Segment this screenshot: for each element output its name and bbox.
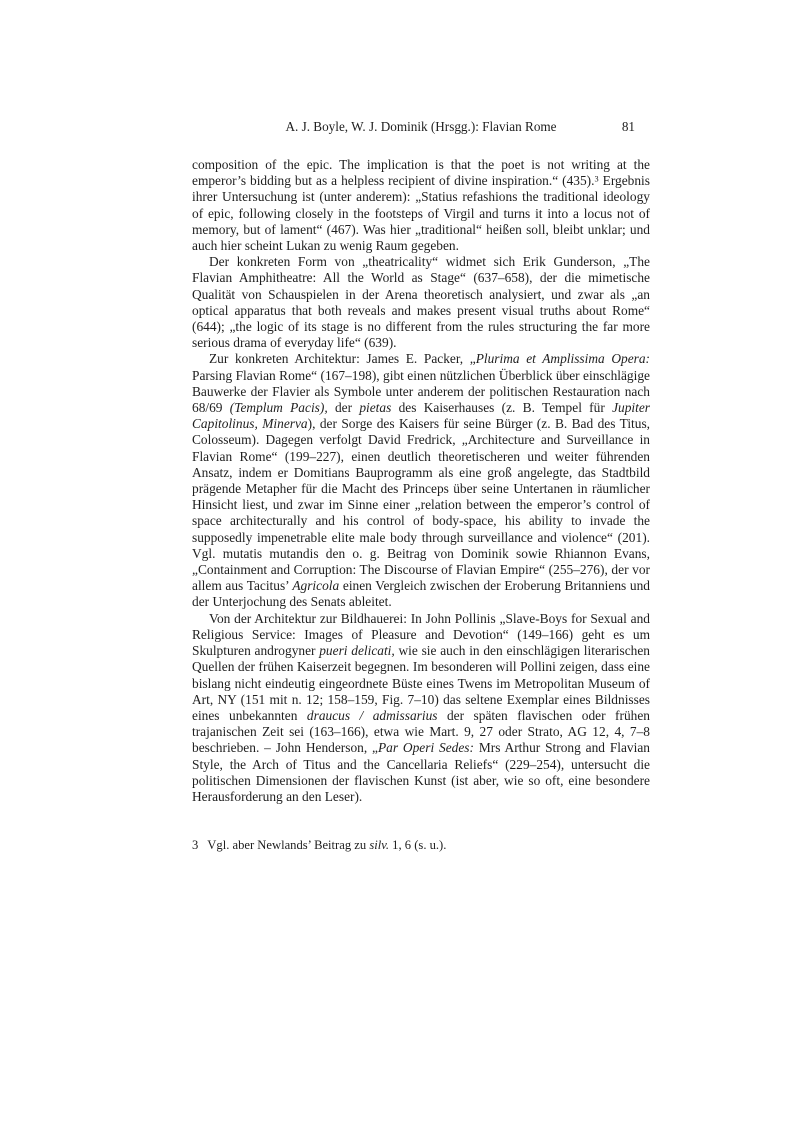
text-run: Vgl. aber Newlands’ Beitrag zu: [207, 838, 370, 852]
footnote-number: 3: [192, 838, 199, 852]
text-run: ), der Sorge des Kaisers für seine Bürger (z. B. Bad des Titus, Colosseum). Dagegen verfolgt David Fredrick, „Architecture and Surveillance in Flavian Rome“ (199–227), einen deutlich theoretischeren und weiter führenden Ansatz, indem er Domitians Bauprogramm als eine groß angelegte, das Stadtbild prägende Metapher für die Macht des Princeps über seine Untertanen in räumlicher Hinsicht liest, und zwar im Sinne einer „relation between the emperor’s control of space architecturally and his control of body-space, his ability to invade the supposedly impenetrable elite male body through surveillance and violence“ (201). Vgl. mutatis mutandis den o. g. Beitrag von Dominik sowie Rhiannon Evans, „Containment and Corruption: The Discourse of Flavian Empire“ (255–276), der vor allem aus Tacitus’: [192, 416, 651, 594]
footnote: [192, 838, 650, 854]
text-run: wie sie auch in den einschlägigen literarischen Quellen der frühen Kaiserzeit begegnen. Im besonderen will Pollini zeigen, dass eine bislang nicht eindeutig eingeordnete Büste eines Twens im Metropolitan Museum of Art, NY (151 mit n. 12; 158–159, Fig. 7–10) das seltene Exemplar eines Bildnisses eines unbekannten: [192, 643, 650, 723]
body-text: [192, 157, 650, 805]
text-run: des Kaiserhauses (z. B. Tempel für: [391, 400, 613, 416]
page-header: [192, 119, 650, 135]
text-run: der: [327, 400, 360, 416]
text-run: Parsing Flavian Rome“ (167–198), gibt einen nützlichen Überblick über einschlägige Bauwerke der Flavier als Symbole unter anderem der politischen Restauration nach 68/69: [192, 367, 650, 416]
text-run: composition of the epic. The implication is that the poet is not writing at the emperor’s bidding but as a helpless recipient of divine inspiration.“ (435).: [192, 157, 650, 189]
paragraph: [192, 254, 650, 351]
text-run: Plurima et Amplissima Opera:: [475, 351, 650, 367]
running-title: A. J. Boyle, W. J. Dominik (Hrsgg.): Flavian Rome: [285, 119, 557, 134]
text-run: Par Operi Sedes:: [378, 740, 474, 756]
text-run: Zur konkreten Architektur: James E. Packer, „: [209, 351, 476, 367]
text-run: pueri delicati,: [319, 643, 395, 659]
text-run: draucus / admissarius: [306, 707, 438, 723]
text-run: einen Vergleich zwischen der Eroberung Britanniens und der Unterjochung des Senats ableitet.: [192, 578, 651, 610]
text-run: (Templum Pacis),: [229, 400, 328, 416]
page-number: 81: [621, 119, 635, 134]
text-run: Von der Architektur zur Bildhauerei: In John Pollinis „Slave-Boys for Sexual and Religious Service: Images of Pleasure and Devotion“ (149–166) geht es um Skulpturen androgyner: [192, 610, 650, 659]
text-run: Mrs Arthur Strong and Flavian Style, the Arch of Titus and the Cancellaria Reliefs“ (229–254), untersucht die politischen Dimensionen der flavischen Kunst (ist aber, wie so oft, eine besondere Herausforderung an den Leser).: [192, 740, 650, 804]
paragraph: [192, 157, 650, 254]
text-run: Ergebnis ihrer Untersuchung ist (unter anderem): „Statius refashions the traditional ideology of epic, following closely in the footsteps of Virgil and turns it into a locus not of memory, but of lament“ (467). Was hier „traditional“ heißen soll, bleibt unklar; und auch hier scheint Lukan zu wenig Raum gegeben.: [192, 173, 650, 254]
text-run: Der konkreten Form von „theatricality“ widmet sich Erik Gunderson, „The Flavian Amphitheatre: All the World as Stage“ (637–658), der die mimetische Qualität von Schauspielen in der Arena theoretisch analysiert, und zwar als „an optical apparatus that both reveals and makes present visual truths about Rome“ (644); „the logic of its stage is no different from the rules structuring the far more serious drama of everyday life“ (639).: [192, 254, 650, 351]
footnote-text: [207, 838, 446, 852]
text-run: der späten flavischen oder frühen trajanischen Zeit sei (163–166), etwa wie Mart. 9, 27 oder Strato, AG 12, 4, 7–8 beschrieben. – John Henderson, „: [192, 707, 650, 756]
text-run: 3: [594, 174, 599, 184]
text-run: Agricola: [292, 578, 340, 594]
paragraph: [192, 611, 650, 805]
text-run: pietas: [359, 400, 392, 416]
text-run: Jupiter Capitolinus, Minerva: [192, 400, 651, 432]
text-run: 1, 6 (s. u.).: [389, 838, 447, 852]
paragraph: [192, 351, 650, 610]
text-run: silv.: [369, 838, 390, 852]
